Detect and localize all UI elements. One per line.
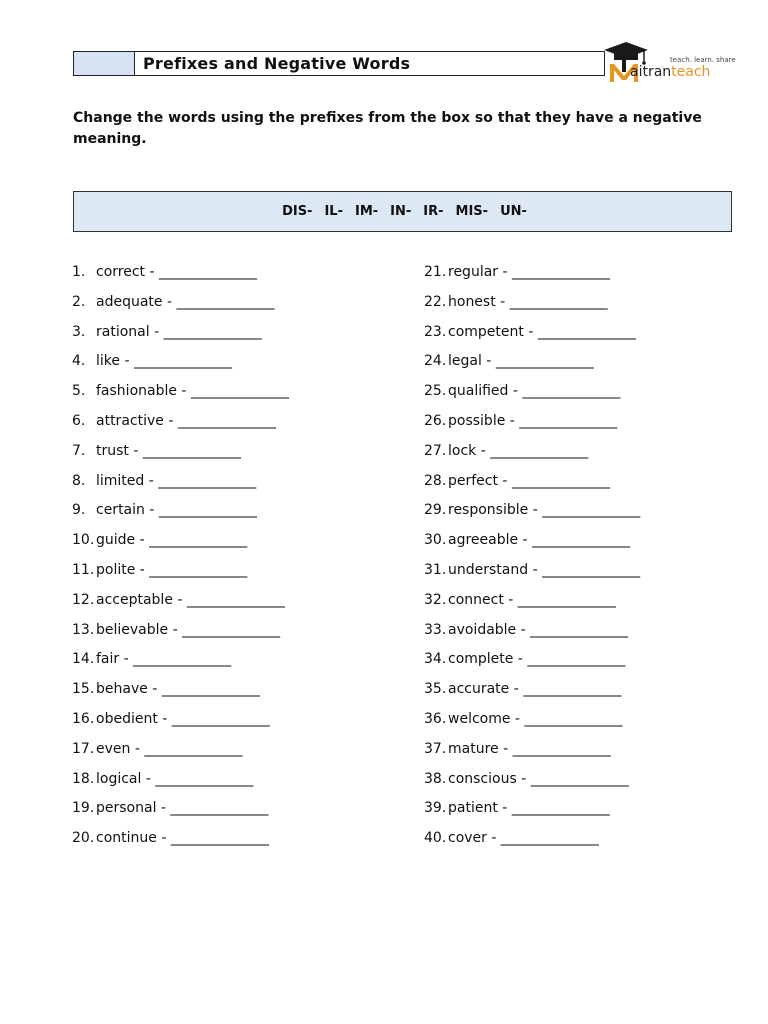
prefix-in: IN-: [390, 204, 412, 219]
item-separator: -: [513, 651, 528, 668]
item-number: 31.: [424, 561, 447, 578]
answer-blank[interactable]: ______________: [530, 770, 629, 787]
exercise-item: [72, 411, 402, 441]
item-word: personal: [96, 800, 157, 817]
exercise-item: [72, 828, 402, 858]
answer-blank[interactable]: ______________: [186, 591, 285, 608]
answer-blank[interactable]: ______________: [177, 412, 276, 429]
item-word: logical: [96, 770, 142, 787]
answer-blank[interactable]: ______________: [158, 502, 257, 519]
item-word: competent: [448, 323, 524, 340]
item-word: responsible: [448, 502, 529, 519]
exercise-item: [72, 530, 402, 560]
logo-wordmark: [630, 64, 710, 80]
instruction-text: Change the words using the prefixes from the box so that they have a negative meaning.: [73, 110, 702, 147]
answer-blank[interactable]: ______________: [133, 353, 232, 370]
item-number: 16.: [72, 710, 95, 727]
answer-blank[interactable]: ______________: [532, 532, 631, 549]
item-number: 10.: [72, 532, 95, 549]
item-separator: -: [497, 800, 512, 817]
item-separator: -: [518, 532, 533, 549]
answer-blank[interactable]: ______________: [149, 561, 248, 578]
exercise-item: [72, 649, 402, 679]
item-word: attractive: [96, 412, 164, 429]
item-number: 23.: [424, 323, 447, 340]
answer-blank[interactable]: ______________: [542, 502, 641, 519]
answer-blank[interactable]: ______________: [511, 800, 610, 817]
item-separator: -: [510, 710, 525, 727]
item-number: 27.: [424, 442, 447, 459]
answer-blank[interactable]: ______________: [142, 442, 241, 459]
item-word: behave: [96, 681, 148, 698]
exercise-item: [72, 351, 402, 381]
answer-blank[interactable]: ______________: [155, 770, 254, 787]
exercise-item: [72, 620, 402, 650]
item-number: 15.: [72, 681, 95, 698]
answer-blank[interactable]: ______________: [163, 323, 262, 340]
prefix-im: IM-: [354, 204, 379, 219]
item-word: honest: [448, 293, 496, 310]
item-separator: -: [128, 442, 143, 459]
answer-blank[interactable]: ______________: [170, 800, 269, 817]
item-separator: -: [505, 412, 520, 429]
item-separator: -: [157, 710, 172, 727]
item-number: 1.: [72, 264, 86, 280]
item-number: 18.: [72, 770, 95, 787]
logo-tagline: teach. learn. share: [670, 56, 736, 64]
item-word: agreeable: [448, 532, 519, 549]
exercise-item: [424, 590, 754, 620]
answer-blank[interactable]: ______________: [524, 710, 623, 727]
item-number: 26.: [424, 412, 447, 429]
exercise-item: [72, 292, 402, 322]
item-word: believable: [96, 621, 169, 638]
answer-blank[interactable]: ______________: [176, 293, 275, 310]
item-separator: -: [156, 800, 171, 817]
item-separator: -: [498, 264, 512, 280]
exercise-item: [72, 471, 402, 501]
answer-blank[interactable]: ______________: [512, 740, 611, 757]
item-separator: -: [481, 353, 496, 370]
item-separator: -: [144, 502, 159, 519]
item-number: 3.: [72, 323, 86, 340]
item-separator: -: [119, 651, 134, 668]
exercise-item: [72, 739, 402, 769]
item-number: 9.: [72, 502, 86, 519]
logo-wordmark-accent: teach: [671, 64, 711, 80]
item-word: even: [96, 740, 131, 757]
worksheet-header: [73, 51, 605, 76]
logo-wordmark-main: aitran: [630, 64, 672, 80]
item-number: 30.: [424, 532, 447, 549]
item-word: understand: [448, 561, 529, 578]
answer-blank[interactable]: ______________: [511, 472, 610, 489]
item-word: regular: [448, 264, 499, 280]
item-separator: -: [141, 770, 156, 787]
answer-blank[interactable]: ______________: [522, 383, 621, 400]
item-number: 11.: [72, 561, 95, 578]
item-word: rational: [96, 323, 150, 340]
item-number: 24.: [424, 353, 447, 370]
exercise-item: [424, 769, 754, 799]
maitranteach-logo: [600, 40, 740, 86]
answer-blank[interactable]: ______________: [170, 830, 269, 847]
item-number: 14.: [72, 651, 95, 668]
item-word: accurate: [448, 681, 510, 698]
exercise-item: [424, 798, 754, 828]
item-word: qualified: [448, 383, 509, 400]
item-number: 8.: [72, 472, 86, 489]
item-word: avoidable: [448, 621, 517, 638]
item-number: 38.: [424, 770, 447, 787]
answer-blank[interactable]: ______________: [144, 740, 243, 757]
item-separator: -: [528, 561, 543, 578]
exercise-column-left: [72, 262, 402, 858]
item-word: continue: [96, 830, 157, 847]
item-word: mature: [448, 740, 499, 757]
item-word: possible: [448, 412, 506, 429]
exercise-item: [424, 292, 754, 322]
exercise-item: [424, 649, 754, 679]
item-separator: -: [163, 412, 178, 429]
exercise-item: [72, 500, 402, 530]
answer-blank[interactable]: ______________: [495, 353, 594, 370]
exercise-item: [72, 262, 402, 292]
answer-blank[interactable]: ______________: [490, 442, 589, 459]
item-word: certain: [96, 502, 145, 519]
answer-blank[interactable]: ______________: [158, 264, 257, 280]
prefix-dis: DIS-: [282, 204, 313, 219]
item-word: connect: [448, 591, 504, 608]
item-word: fashionable: [96, 383, 177, 400]
answer-blank[interactable]: ______________: [530, 621, 629, 638]
exercise-item: [72, 590, 402, 620]
item-number: 34.: [424, 651, 447, 668]
item-separator: -: [156, 830, 171, 847]
header-color-swatch: [74, 52, 135, 75]
item-word: conscious: [448, 770, 517, 787]
exercise-item: [72, 322, 402, 352]
item-word: trust: [96, 442, 129, 459]
item-number: 22.: [424, 293, 447, 310]
answer-blank[interactable]: ______________: [161, 681, 260, 698]
prefix-box: [73, 191, 732, 232]
item-number: 37.: [424, 740, 447, 757]
item-separator: -: [176, 383, 191, 400]
item-number: 17.: [72, 740, 95, 757]
item-number: 40.: [424, 830, 447, 847]
item-separator: -: [508, 383, 523, 400]
item-separator: -: [497, 472, 512, 489]
item-number: 20.: [72, 830, 95, 847]
item-separator: -: [135, 532, 150, 549]
item-separator: -: [172, 591, 187, 608]
item-number: 29.: [424, 502, 447, 519]
item-number: 28.: [424, 472, 447, 489]
exercise-item: [424, 441, 754, 471]
item-word: cover: [448, 830, 487, 847]
item-number: 32.: [424, 591, 447, 608]
item-number: 39.: [424, 800, 447, 817]
answer-blank[interactable]: ______________: [149, 532, 248, 549]
exercise-item: [424, 739, 754, 769]
item-separator: -: [144, 472, 159, 489]
item-number: 25.: [424, 383, 447, 400]
answer-blank[interactable]: ______________: [182, 621, 281, 638]
exercise-item: [424, 411, 754, 441]
item-word: limited: [96, 472, 145, 489]
item-word: obedient: [96, 710, 158, 727]
prefix-ir: IR-: [423, 204, 444, 219]
page-title: Prefixes and Negative Words: [143, 54, 411, 73]
item-number: 35.: [424, 681, 447, 698]
answer-blank[interactable]: ______________: [542, 561, 641, 578]
item-separator: -: [523, 323, 538, 340]
exercise-item: [424, 828, 754, 858]
item-number: 6.: [72, 412, 86, 429]
exercise-item: [424, 709, 754, 739]
item-word: like: [96, 353, 121, 370]
exercise-item: [424, 679, 754, 709]
exercise-item: [424, 530, 754, 560]
answer-blank[interactable]: ______________: [523, 681, 622, 698]
item-word: fair: [96, 651, 120, 668]
item-separator: -: [516, 621, 531, 638]
item-separator: -: [130, 740, 145, 757]
item-separator: -: [516, 770, 531, 787]
item-word: lock: [448, 442, 477, 459]
item-separator: -: [528, 502, 543, 519]
exercise-item: [72, 381, 402, 411]
exercise-item: [424, 620, 754, 650]
item-word: correct: [96, 264, 146, 280]
item-number: 4.: [72, 353, 86, 370]
exercise-column-right: [424, 262, 754, 858]
item-separator: -: [120, 353, 134, 370]
item-separator: -: [503, 591, 518, 608]
item-word: welcome: [448, 710, 511, 727]
answer-blank[interactable]: ______________: [171, 710, 270, 727]
answer-blank[interactable]: ______________: [509, 293, 608, 310]
answer-blank[interactable]: ______________: [158, 472, 257, 489]
item-number: 7.: [72, 442, 86, 459]
answer-blank[interactable]: ______________: [527, 651, 626, 668]
item-number: 12.: [72, 591, 95, 608]
item-number: 36.: [424, 710, 447, 727]
exercise-item: [72, 798, 402, 828]
answer-blank[interactable]: ______________: [500, 830, 599, 847]
item-separator: -: [495, 293, 510, 310]
item-word: complete: [448, 651, 514, 668]
item-separator: -: [509, 681, 524, 698]
exercise-item: [424, 471, 754, 501]
answer-blank[interactable]: ______________: [537, 323, 636, 340]
item-separator: -: [162, 293, 177, 310]
item-separator: -: [168, 621, 183, 638]
item-separator: -: [486, 830, 501, 847]
prefix-un: UN-: [500, 204, 527, 219]
item-separator: -: [135, 561, 150, 578]
answer-blank[interactable]: ______________: [519, 412, 618, 429]
item-word: acceptable: [96, 591, 173, 608]
item-separator: -: [476, 442, 491, 459]
item-word: legal: [448, 353, 482, 370]
item-separator: -: [498, 740, 513, 757]
answer-blank[interactable]: ______________: [133, 651, 232, 668]
item-word: polite: [96, 561, 136, 578]
exercise-item: [424, 351, 754, 381]
exercise-item: [72, 560, 402, 590]
exercise-item: [424, 322, 754, 352]
item-number: 33.: [424, 621, 447, 638]
item-number: 19.: [72, 800, 95, 817]
exercise-item: [72, 769, 402, 799]
item-separator: -: [147, 681, 162, 698]
item-word: adequate: [96, 293, 163, 310]
answer-blank[interactable]: ______________: [512, 264, 610, 280]
item-word: perfect: [448, 472, 498, 489]
exercise-item: [424, 381, 754, 411]
item-number: 5.: [72, 383, 86, 400]
exercise-item: [72, 441, 402, 471]
exercise-item: [424, 560, 754, 590]
item-number: 13.: [72, 621, 95, 638]
exercise-item: [72, 709, 402, 739]
item-separator: -: [145, 264, 159, 280]
prefix-il: IL-: [324, 204, 343, 219]
answer-blank[interactable]: ______________: [190, 383, 289, 400]
item-number: 21.: [424, 264, 447, 280]
item-separator: -: [149, 323, 164, 340]
exercise-item: [72, 679, 402, 709]
exercise-item: [424, 262, 754, 292]
item-word: patient: [448, 800, 498, 817]
item-word: guide: [96, 532, 136, 549]
answer-blank[interactable]: ______________: [517, 591, 616, 608]
prefix-mis: MIS-: [455, 204, 489, 219]
item-number: 2.: [72, 293, 86, 310]
exercise-item: [424, 500, 754, 530]
